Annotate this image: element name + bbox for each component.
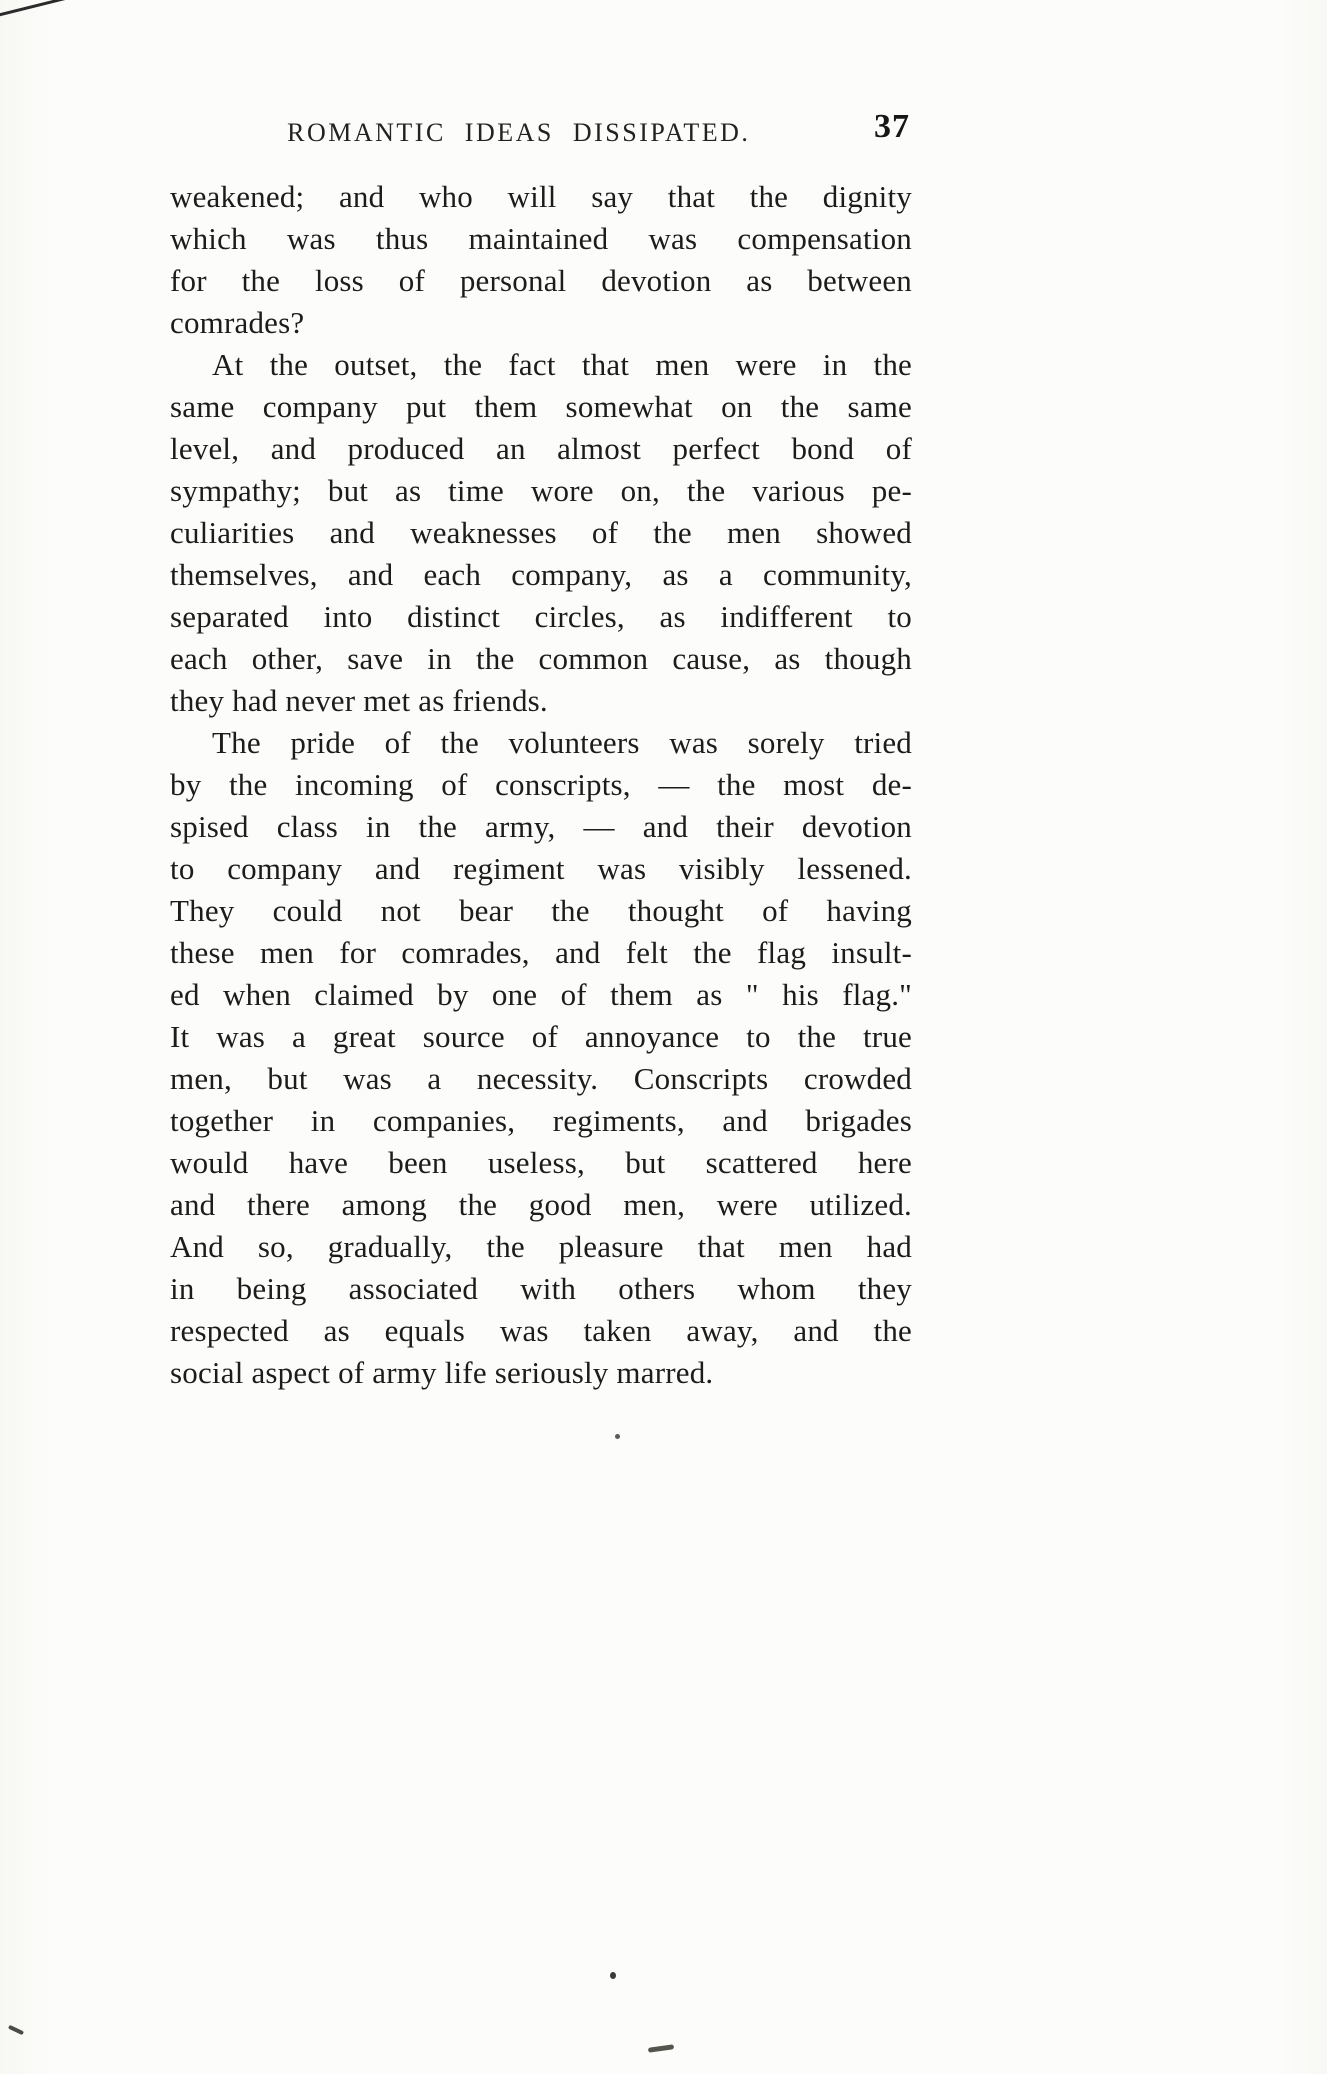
text-line: sympathy; but as time wore on, the various pe- xyxy=(170,473,912,508)
text-line: these men for comrades, and felt the flag insult- xyxy=(170,935,912,970)
text-line: level, and produced an almost perfect bond of xyxy=(170,431,912,466)
text-line: At the outset, the fact that men were in the xyxy=(212,347,912,382)
text-line: And so, gradually, the pleasure that men had xyxy=(170,1229,912,1264)
text-line: They could not bear the thought of having xyxy=(170,893,912,928)
text-line: which was thus maintained was compensation xyxy=(170,221,912,256)
text-line: social aspect of army life seriously marred. xyxy=(170,1355,714,1390)
text-line: separated into distinct circles, as indifferent to xyxy=(170,599,912,634)
paragraph xyxy=(170,344,912,722)
page-header xyxy=(170,108,912,156)
page-number: 37 xyxy=(874,108,910,145)
text-line: in being associated with others whom they xyxy=(170,1271,912,1306)
text-line: same company put them somewhat on the same xyxy=(170,389,912,424)
scan-artifact xyxy=(648,2044,674,2053)
text-line: respected as equals was taken away, and the xyxy=(170,1313,912,1348)
text-line: The pride of the volunteers was sorely tried xyxy=(212,725,912,760)
text-line: comrades? xyxy=(170,305,305,340)
text-line: to company and regiment was visibly lessened. xyxy=(170,851,912,886)
text-line: would have been useless, but scattered here xyxy=(170,1145,912,1180)
scan-artifact xyxy=(610,1972,616,1979)
text-line: together in companies, regiments, and brigades xyxy=(170,1103,912,1138)
paragraph xyxy=(170,176,912,344)
text-line: they had never met as friends. xyxy=(170,683,548,718)
text-line: men, but was a necessity. Conscripts crowded xyxy=(170,1061,912,1096)
scan-artifact xyxy=(8,2025,24,2035)
text-line: by the incoming of conscripts, — the most de- xyxy=(170,767,912,802)
text-line: culiarities and weaknesses of the men showed xyxy=(170,515,912,550)
text-line: It was a great source of annoyance to the true xyxy=(170,1019,912,1054)
scan-artifact xyxy=(615,1434,620,1439)
scan-artifact xyxy=(0,0,67,18)
text-line: ed when claimed by one of them as " his flag." xyxy=(170,977,912,1012)
paragraph xyxy=(170,722,912,1394)
text-block xyxy=(170,176,912,1394)
text-line: each other, save in the common cause, as though xyxy=(170,641,912,676)
running-title: ROMANTIC IDEAS DISSIPATED. xyxy=(287,118,751,147)
text-line: spised class in the army, — and their devotion xyxy=(170,809,912,844)
text-line: themselves, and each company, as a community, xyxy=(170,557,912,592)
text-line: and there among the good men, were utilized. xyxy=(170,1187,912,1222)
text-line: weakened; and who will say that the dignity xyxy=(170,179,912,214)
text-line: for the loss of personal devotion as between xyxy=(170,263,912,298)
